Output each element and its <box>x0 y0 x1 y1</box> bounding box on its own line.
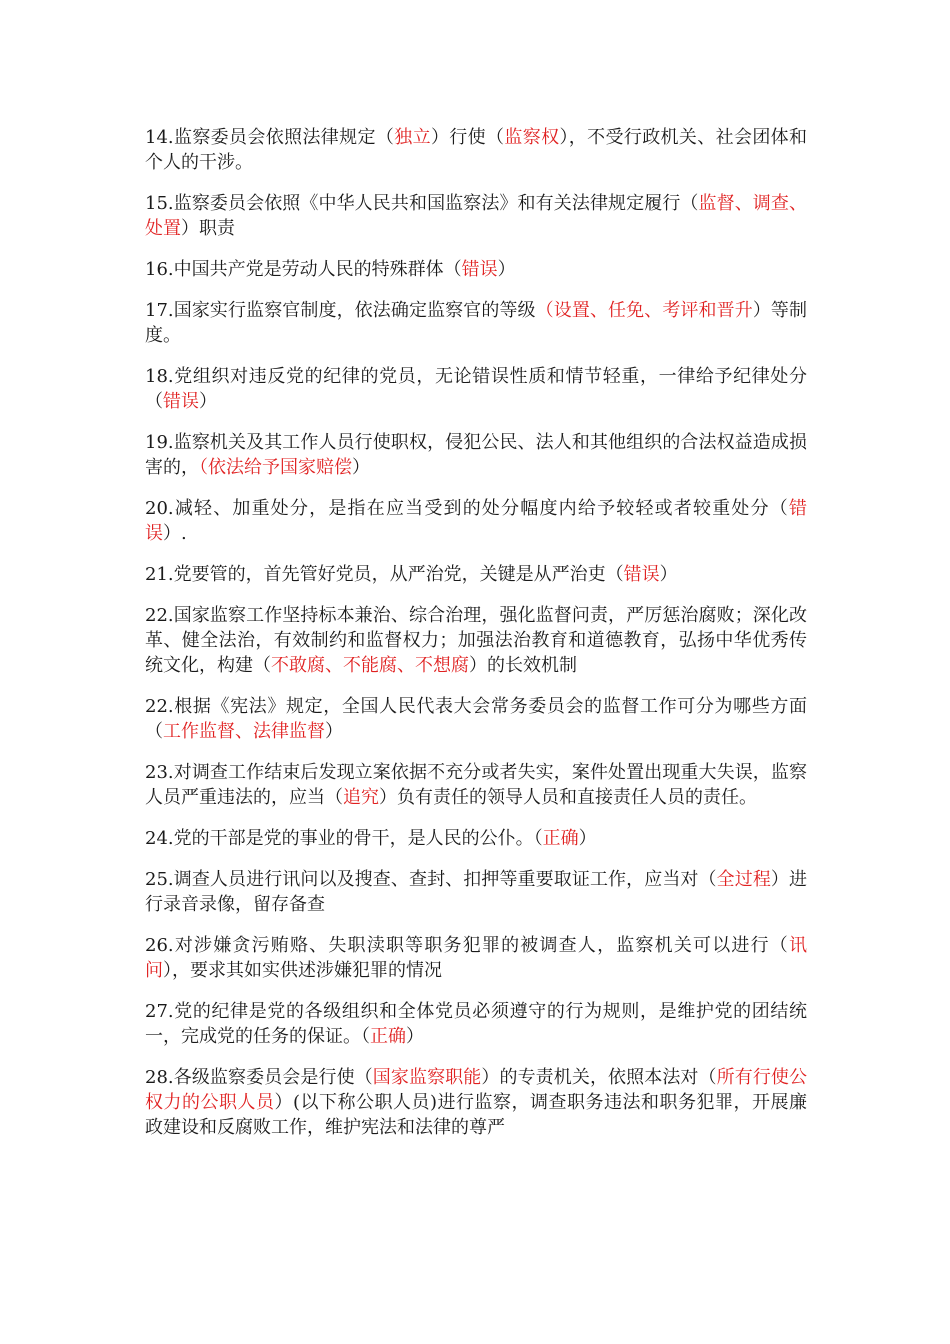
question-text: 14.监察委员会依照法律规定（ <box>145 127 395 148</box>
question-text: ） <box>406 1026 424 1047</box>
question-item <box>145 430 807 480</box>
answer-text: 讯问 <box>145 935 807 981</box>
question-text: ）(以下称公职人员)进行监察，调查职务违法和职务犯罪，开展廉政建设和反腐败工作，维护宪法和法律的尊严 <box>145 1092 808 1138</box>
answer-text: 正确 <box>370 1026 406 1047</box>
question-text: 24.党的干部是党的事业的骨干，是人民的公仆。（ <box>145 828 543 849</box>
question-text: 26.对涉嫌贪污贿赂、失职渎职等职务犯罪的被调查人，监察机关可以进行（ <box>145 935 789 956</box>
question-text: ）的专责机关，依照本法对（ <box>481 1067 717 1088</box>
document-page <box>145 125 807 1156</box>
answer-text: （设置、任免、考评和晋升 <box>535 300 753 321</box>
question-text: ） <box>352 457 370 478</box>
question-item <box>145 298 807 348</box>
question-text: ） <box>659 564 678 585</box>
answer-text: 追究 <box>343 787 379 808</box>
question-item <box>145 867 807 917</box>
answer-text: 监督、调查、处置 <box>145 193 807 239</box>
question-text: 27.党的纪律是党的各级组织和全体党员必须遵守的行为规则，是维护党的团结统一，完成党的任务的保证。（ <box>145 1001 807 1047</box>
answer-text: 工作监督、法律监督 <box>163 721 325 742</box>
question-text: ）行使（ <box>430 127 505 148</box>
question-item <box>145 933 807 983</box>
question-item <box>145 364 807 414</box>
question-text: ），不受行政机关、社会团体和个人的干涉。 <box>145 127 808 173</box>
answer-text: 错误 <box>145 498 807 544</box>
answer-text: 全过程 <box>716 869 771 890</box>
question-text: 17.国家实行监察官制度，依法确定监察官的等级 <box>145 300 536 321</box>
question-text: 15.监察委员会依照《中华人民共和国监察法》和有关法律规定履行（ <box>145 193 699 214</box>
answer-text: 不敢腐、不能腐、不想腐 <box>271 655 469 676</box>
question-text: ）等制度。 <box>145 300 808 346</box>
question-text: ） <box>578 828 597 849</box>
answer-text: 监察权 <box>504 127 560 148</box>
question-text: 18.党组织对违反党的纪律的党员，无论错误性质和情节轻重，一律给予纪律处分（ <box>145 366 807 412</box>
question-text: ）. <box>163 523 187 544</box>
answer-text: 国家监察职能 <box>372 1067 482 1088</box>
question-text: 19.监察机关及其工作人员行使职权，侵犯公民、法人和其他组织的合法权益造成损害的， <box>145 432 807 478</box>
question-item <box>145 999 807 1049</box>
question-item <box>145 826 807 851</box>
question-text: ）进行录音录像，留存备查 <box>145 869 808 915</box>
question-item <box>145 760 807 810</box>
question-item <box>145 694 807 744</box>
question-item <box>145 496 807 546</box>
question-text: 16.中国共产党是劳动人民的特殊群体（ <box>145 259 462 280</box>
answer-text: 独立 <box>394 127 431 148</box>
question-text: 28.各级监察委员会是行使（ <box>145 1067 373 1088</box>
question-text: 21.党要管的，首先管好党员，从严治党，关键是从严治吏（ <box>145 564 624 585</box>
question-text: 20.减轻、加重处分，是指在应当受到的处分幅度内给予较轻或者较重处分（ <box>145 498 789 519</box>
answer-text: 正确 <box>542 828 579 849</box>
question-text: ） <box>199 391 217 412</box>
answer-text: 所有行使公权力的公职人员 <box>145 1067 808 1113</box>
question-text: 22.国家监察工作坚持标本兼治、综合治理，强化监督问责，严厉惩治腐败；深化改革、健全法治，有效制约和监督权力；加强法治教育和道德教育，弘扬中华优秀传统文化，构建（ <box>145 605 807 676</box>
question-item <box>145 562 807 587</box>
question-text: ）的长效机制 <box>469 655 577 676</box>
question-text: ）职责 <box>181 218 235 239</box>
answer-text: 错误 <box>163 391 199 412</box>
question-text: 25.调查人员进行讯问以及搜查、查封、扣押等重要取证工作，应当对（ <box>145 869 717 890</box>
question-item <box>145 1065 807 1140</box>
question-text: ）负有责任的领导人员和直接责任人员的责任。 <box>379 787 757 808</box>
question-item <box>145 191 807 241</box>
question-item <box>145 257 807 282</box>
question-text: 23.对调查工作结束后发现立案依据不充分或者失实，案件处置出现重大失误，监察人员严重违法的，应当（ <box>145 762 807 808</box>
question-text: ） <box>325 721 343 742</box>
question-text: ），要求其如实供述涉嫌犯罪的情况 <box>163 960 442 981</box>
question-text: ） <box>497 259 516 280</box>
answer-text: （依法给予国家赔偿 <box>199 457 352 478</box>
question-text: 22.根据《宪法》规定，全国人民代表大会常务委员会的监督工作可分为哪些方面（ <box>145 696 807 742</box>
answer-text: 错误 <box>623 564 660 585</box>
question-item <box>145 125 807 175</box>
answer-text: 错误 <box>461 259 498 280</box>
question-item <box>145 603 807 678</box>
